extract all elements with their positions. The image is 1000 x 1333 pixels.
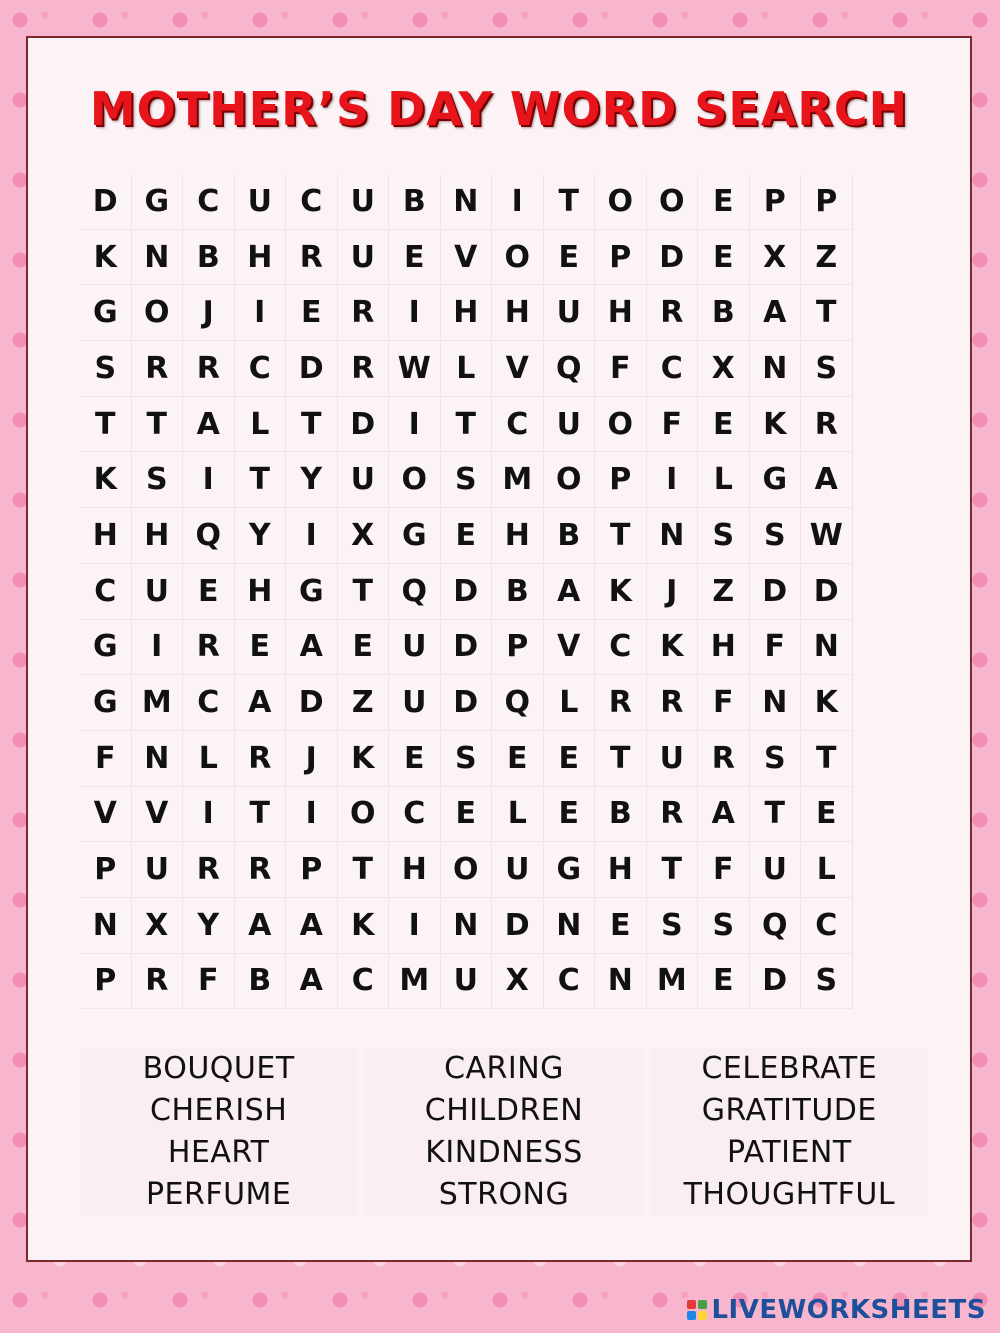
grid-cell[interactable]: U [132, 842, 184, 898]
grid-cell[interactable]: G [544, 842, 596, 898]
grid-cell[interactable]: S [801, 341, 853, 397]
grid-cell[interactable]: L [235, 397, 287, 453]
grid-cell[interactable]: O [595, 174, 647, 230]
grid-cell[interactable]: R [647, 285, 699, 341]
worksheet-panel [26, 36, 972, 1262]
grid-cell[interactable]: T [801, 731, 853, 787]
grid-cell[interactable]: Z [698, 564, 750, 620]
grid-cell[interactable]: H [235, 564, 287, 620]
grid-cell[interactable]: H [389, 842, 441, 898]
grid-cell[interactable]: C [544, 954, 596, 1010]
grid-cell[interactable]: U [492, 842, 544, 898]
word-bank-item: KINDNESS [425, 1135, 583, 1170]
grid-cell[interactable]: T [235, 452, 287, 508]
grid-cell[interactable]: H [698, 620, 750, 676]
grid-cell[interactable]: B [544, 508, 596, 564]
word-bank-item: CELEBRATE [701, 1051, 878, 1086]
grid-cell[interactable]: O [441, 842, 493, 898]
logo-square-blue [687, 1311, 696, 1320]
grid-cell[interactable]: H [132, 508, 184, 564]
grid-cell[interactable]: I [389, 898, 441, 954]
grid-cell[interactable]: T [338, 842, 390, 898]
grid-cell[interactable]: N [647, 508, 699, 564]
grid-cell[interactable]: T [544, 174, 596, 230]
grid-cell[interactable]: S [132, 452, 184, 508]
grid-cell[interactable]: B [183, 230, 235, 286]
grid-cell[interactable]: I [286, 508, 338, 564]
grid-cell[interactable]: C [389, 787, 441, 843]
grid-cell[interactable]: U [750, 842, 802, 898]
grid-cell[interactable]: D [441, 564, 493, 620]
grid-cell[interactable]: E [338, 620, 390, 676]
grid-cell[interactable]: P [80, 954, 132, 1010]
grid-cell[interactable]: I [235, 285, 287, 341]
grid-cell[interactable]: Q [544, 341, 596, 397]
grid-cell[interactable]: T [338, 564, 390, 620]
grid-cell[interactable]: T [595, 508, 647, 564]
grid-cell[interactable]: D [492, 898, 544, 954]
grid-cell[interactable]: N [750, 675, 802, 731]
grid-cell[interactable]: R [595, 675, 647, 731]
grid-cell[interactable]: F [698, 675, 750, 731]
grid-cell[interactable]: S [801, 954, 853, 1010]
grid-cell[interactable]: H [441, 285, 493, 341]
grid-cell[interactable]: P [801, 174, 853, 230]
grid-cell[interactable]: Y [235, 508, 287, 564]
grid-cell[interactable]: X [132, 898, 184, 954]
grid-cell[interactable]: C [235, 341, 287, 397]
grid-cell[interactable]: E [595, 898, 647, 954]
logo-square-green [698, 1300, 707, 1309]
grid-cell[interactable]: A [286, 620, 338, 676]
grid-cell[interactable]: N [441, 898, 493, 954]
grid-cell[interactable]: U [544, 397, 596, 453]
grid-cell[interactable]: U [389, 620, 441, 676]
grid-cell[interactable]: T [80, 397, 132, 453]
word-bank-item: BOUQUET [142, 1051, 295, 1086]
grid-cell[interactable]: E [441, 787, 493, 843]
grid-cell[interactable]: C [286, 174, 338, 230]
grid-cell[interactable]: B [235, 954, 287, 1010]
grid-cell[interactable]: D [80, 174, 132, 230]
letter-grid [80, 174, 853, 1009]
grid-cell[interactable]: O [389, 452, 441, 508]
grid-cell[interactable]: T [286, 397, 338, 453]
grid-cell[interactable]: O [338, 787, 390, 843]
grid-cell[interactable]: A [801, 452, 853, 508]
grid-cell[interactable]: Y [286, 452, 338, 508]
grid-cell[interactable]: I [183, 787, 235, 843]
grid-cell[interactable]: F [183, 954, 235, 1010]
grid-cell[interactable]: S [750, 731, 802, 787]
grid-cell[interactable]: U [338, 452, 390, 508]
grid-cell[interactable]: N [595, 954, 647, 1010]
grid-cell[interactable]: A [286, 898, 338, 954]
grid-cell[interactable]: F [595, 341, 647, 397]
grid-cell[interactable]: R [647, 675, 699, 731]
grid-cell[interactable]: O [492, 230, 544, 286]
grid-cell[interactable]: E [801, 787, 853, 843]
grid-cell[interactable]: R [235, 842, 287, 898]
grid-cell[interactable]: L [698, 452, 750, 508]
grid-cell[interactable]: Z [338, 675, 390, 731]
grid-cell[interactable]: V [544, 620, 596, 676]
page-title: MOTHER’S DAY WORD SEARCH [89, 82, 909, 136]
grid-cell[interactable]: H [595, 842, 647, 898]
grid-cell[interactable]: Q [389, 564, 441, 620]
grid-cell[interactable]: I [183, 452, 235, 508]
word-bank-item: HEART [167, 1135, 270, 1170]
grid-cell[interactable]: E [698, 174, 750, 230]
liveworksheets-brand[interactable] [687, 1295, 986, 1325]
grid-cell[interactable]: J [286, 731, 338, 787]
grid-cell[interactable]: A [544, 564, 596, 620]
grid-cell[interactable]: E [544, 787, 596, 843]
grid-cell[interactable]: K [338, 898, 390, 954]
grid-cell[interactable]: S [80, 341, 132, 397]
grid-cell[interactable]: H [595, 285, 647, 341]
logo-square-yellow [698, 1311, 707, 1320]
word-bank-item: CHERISH [150, 1093, 288, 1128]
grid-cell[interactable]: R [132, 341, 184, 397]
grid-cell[interactable]: P [80, 842, 132, 898]
grid-cell[interactable]: E [389, 731, 441, 787]
grid-cell[interactable]: R [183, 842, 235, 898]
grid-cell[interactable]: E [544, 731, 596, 787]
grid-cell[interactable]: D [338, 397, 390, 453]
grid-cell[interactable]: A [183, 397, 235, 453]
word-bank-column [80, 1048, 357, 1216]
word-bank-item: CARING [444, 1051, 564, 1086]
grid-cell[interactable]: M [132, 675, 184, 731]
grid-cell[interactable]: E [698, 954, 750, 1010]
grid-cell[interactable]: R [183, 341, 235, 397]
grid-cell[interactable]: U [235, 174, 287, 230]
grid-cell[interactable]: Q [183, 508, 235, 564]
grid-cell[interactable]: I [389, 285, 441, 341]
grid-cell[interactable]: N [441, 174, 493, 230]
grid-cell[interactable]: M [389, 954, 441, 1010]
grid-cell[interactable]: K [801, 675, 853, 731]
grid-cell[interactable]: E [389, 230, 441, 286]
grid-cell[interactable]: N [132, 230, 184, 286]
grid-cell[interactable]: M [647, 954, 699, 1010]
grid-cell[interactable]: R [132, 954, 184, 1010]
grid-cell[interactable]: E [698, 230, 750, 286]
grid-cell[interactable]: E [441, 508, 493, 564]
brand-name: LIVEWORKSHEETS [711, 1295, 986, 1325]
grid-cell[interactable]: I [132, 620, 184, 676]
grid-cell[interactable]: N [80, 898, 132, 954]
grid-cell[interactable]: A [235, 898, 287, 954]
grid-cell[interactable]: W [389, 341, 441, 397]
grid-cell[interactable]: T [595, 731, 647, 787]
grid-cell[interactable]: V [80, 787, 132, 843]
grid-cell[interactable]: O [595, 397, 647, 453]
grid-cell[interactable]: I [286, 787, 338, 843]
grid-cell[interactable]: H [235, 230, 287, 286]
grid-cell[interactable]: X [338, 508, 390, 564]
word-bank-item: PATIENT [726, 1135, 852, 1170]
grid-cell[interactable]: N [544, 898, 596, 954]
grid-cell[interactable]: K [80, 230, 132, 286]
grid-cell[interactable]: T [750, 787, 802, 843]
grid-cell[interactable]: A [286, 954, 338, 1010]
word-bank-item: THOUGHTFUL [683, 1177, 896, 1212]
grid-cell[interactable]: P [492, 620, 544, 676]
grid-cell[interactable]: T [801, 285, 853, 341]
grid-cell[interactable]: X [492, 954, 544, 1010]
grid-cell[interactable]: U [132, 564, 184, 620]
grid-cell[interactable]: L [183, 731, 235, 787]
grid-cell[interactable]: T [647, 842, 699, 898]
grid-cell[interactable]: V [441, 230, 493, 286]
grid-cell[interactable]: E [698, 397, 750, 453]
grid-cell[interactable]: R [286, 230, 338, 286]
grid-cell[interactable]: N [750, 341, 802, 397]
grid-cell[interactable]: G [80, 675, 132, 731]
grid-cell[interactable]: H [492, 285, 544, 341]
grid-cell[interactable]: R [338, 285, 390, 341]
logo-square-red [687, 1300, 696, 1309]
word-bank [80, 1048, 928, 1216]
word-bank-item: STRONG [438, 1177, 570, 1212]
grid-cell[interactable]: D [441, 620, 493, 676]
grid-cell[interactable]: Y [183, 898, 235, 954]
grid-cell[interactable]: P [750, 174, 802, 230]
grid-cell[interactable]: R [183, 620, 235, 676]
word-bank-item: PERFUME [145, 1177, 292, 1212]
grid-cell[interactable]: R [235, 731, 287, 787]
grid-cell[interactable]: T [132, 397, 184, 453]
grid-cell[interactable]: L [801, 842, 853, 898]
grid-cell[interactable]: U [544, 285, 596, 341]
grid-cell[interactable]: A [698, 787, 750, 843]
grid-cell[interactable]: X [750, 230, 802, 286]
grid-cell[interactable]: C [647, 341, 699, 397]
grid-cell[interactable]: S [441, 731, 493, 787]
grid-cell[interactable]: C [183, 675, 235, 731]
word-bank-column [651, 1048, 928, 1216]
word-bank-item: GRATITUDE [701, 1093, 877, 1128]
grid-cell[interactable]: D [286, 675, 338, 731]
grid-cell[interactable]: W [801, 508, 853, 564]
grid-cell[interactable]: E [286, 285, 338, 341]
grid-cell[interactable]: K [338, 731, 390, 787]
grid-cell[interactable]: R [338, 341, 390, 397]
grid-cell[interactable]: C [801, 898, 853, 954]
grid-cell[interactable]: A [235, 675, 287, 731]
grid-cell[interactable]: P [595, 452, 647, 508]
grid-cell[interactable]: G [132, 174, 184, 230]
grid-cell[interactable]: O [647, 174, 699, 230]
grid-cell[interactable]: S [750, 508, 802, 564]
grid-cell[interactable]: P [286, 842, 338, 898]
grid-cell[interactable]: G [80, 285, 132, 341]
grid-cell[interactable]: N [132, 731, 184, 787]
grid-cell[interactable]: V [492, 341, 544, 397]
grid-cell[interactable]: C [338, 954, 390, 1010]
grid-cell[interactable]: A [750, 285, 802, 341]
grid-cell[interactable]: U [389, 675, 441, 731]
grid-cell[interactable]: X [698, 341, 750, 397]
grid-cell[interactable]: D [286, 341, 338, 397]
grid-cell[interactable]: R [647, 787, 699, 843]
grid-cell[interactable]: D [750, 564, 802, 620]
grid-cell[interactable]: I [389, 397, 441, 453]
grid-cell[interactable]: G [389, 508, 441, 564]
grid-cell[interactable]: B [389, 174, 441, 230]
grid-cell[interactable]: M [492, 452, 544, 508]
grid-cell[interactable]: G [80, 620, 132, 676]
grid-cell[interactable]: D [441, 675, 493, 731]
grid-cell[interactable]: R [801, 397, 853, 453]
grid-cell[interactable]: C [595, 620, 647, 676]
grid-cell[interactable]: B [492, 564, 544, 620]
grid-cell[interactable]: K [80, 452, 132, 508]
grid-cell[interactable]: S [441, 452, 493, 508]
grid-cell[interactable]: S [647, 898, 699, 954]
grid-cell[interactable]: C [183, 174, 235, 230]
grid-cell[interactable]: F [80, 731, 132, 787]
grid-cell[interactable]: U [647, 731, 699, 787]
grid-cell[interactable]: H [80, 508, 132, 564]
grid-cell[interactable]: K [595, 564, 647, 620]
grid-cell[interactable]: U [441, 954, 493, 1010]
word-bank-column [365, 1048, 642, 1216]
grid-cell[interactable]: N [801, 620, 853, 676]
grid-cell[interactable]: D [801, 564, 853, 620]
grid-cell[interactable]: D [647, 230, 699, 286]
grid-cell[interactable]: F [647, 397, 699, 453]
grid-cell[interactable]: H [492, 508, 544, 564]
grid-cell[interactable]: E [183, 564, 235, 620]
grid-cell[interactable]: P [595, 230, 647, 286]
grid-cell[interactable]: K [647, 620, 699, 676]
grid-cell[interactable]: T [441, 397, 493, 453]
grid-cell[interactable]: V [132, 787, 184, 843]
grid-cell[interactable]: K [750, 397, 802, 453]
grid-cell[interactable]: E [544, 230, 596, 286]
word-bank-item: CHILDREN [424, 1093, 584, 1128]
grid-cell[interactable]: S [698, 898, 750, 954]
grid-cell[interactable]: U [338, 174, 390, 230]
grid-cell[interactable]: F [698, 842, 750, 898]
grid-cell[interactable]: U [338, 230, 390, 286]
grid-cell[interactable]: O [544, 452, 596, 508]
grid-cell[interactable]: R [698, 731, 750, 787]
grid-cell[interactable]: L [492, 787, 544, 843]
grid-cell[interactable]: E [492, 731, 544, 787]
grid-cell[interactable]: L [441, 341, 493, 397]
grid-cell[interactable]: I [492, 174, 544, 230]
grid-cell[interactable]: E [235, 620, 287, 676]
grid-cell[interactable]: C [80, 564, 132, 620]
grid-cell[interactable]: G [750, 452, 802, 508]
grid-cell[interactable]: I [647, 452, 699, 508]
grid-cell[interactable]: O [132, 285, 184, 341]
grid-cell[interactable]: C [492, 397, 544, 453]
grid-cell[interactable]: L [544, 675, 596, 731]
grid-cell[interactable]: J [647, 564, 699, 620]
grid-cell[interactable]: F [750, 620, 802, 676]
grid-cell[interactable]: G [286, 564, 338, 620]
grid-cell[interactable]: J [183, 285, 235, 341]
grid-cell[interactable]: D [750, 954, 802, 1010]
grid-cell[interactable]: B [595, 787, 647, 843]
grid-cell[interactable]: Z [801, 230, 853, 286]
grid-cell[interactable]: T [235, 787, 287, 843]
grid-cell[interactable]: B [698, 285, 750, 341]
liveworksheets-logo-icon [687, 1300, 707, 1320]
grid-cell[interactable]: Q [750, 898, 802, 954]
grid-cell[interactable]: Q [492, 675, 544, 731]
grid-cell[interactable]: S [698, 508, 750, 564]
